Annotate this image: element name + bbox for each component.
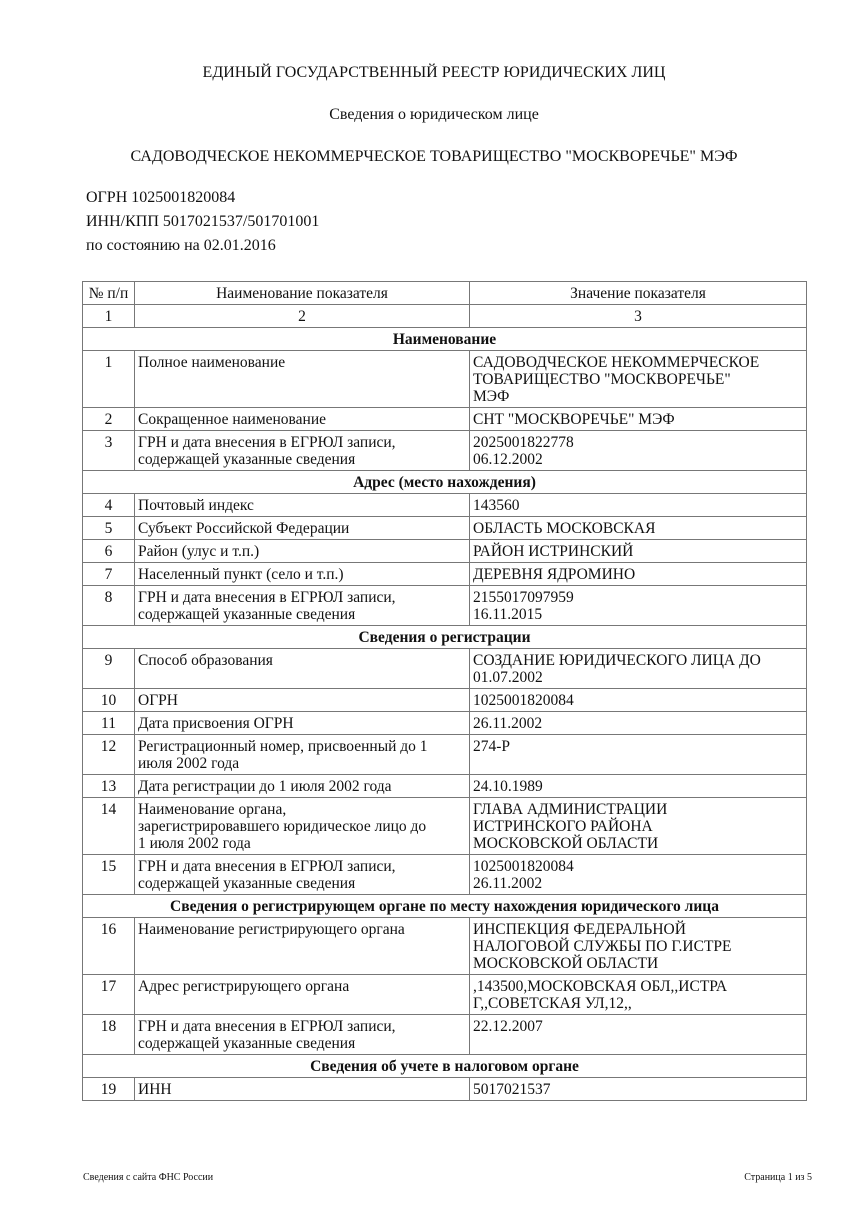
- row-label: Полное наименование: [135, 351, 470, 408]
- row-label: Адрес регистрирующего органа: [135, 975, 470, 1015]
- section-header-tax-registration: [83, 1055, 807, 1078]
- entity-name: САДОВОДЧЕСКОЕ НЕКОММЕРЧЕСКОЕ ТОВАРИЩЕСТВО "МОСКВОРЕЧЬЕ" МЭФ: [130, 148, 738, 165]
- row-number: 19: [83, 1078, 135, 1101]
- row-label: Наименование регистрирующего органа: [135, 918, 470, 975]
- row-label: ГРН и дата внесения в ЕГРЮЛ записи, содержащей указанные сведения: [135, 1015, 470, 1055]
- row-label: Почтовый индекс: [135, 494, 470, 517]
- column-header-value: Значение показателя: [470, 282, 807, 305]
- row-number: 10: [83, 689, 135, 712]
- table-row: [83, 775, 807, 798]
- row-value: ,143500,МОСКОВСКАЯ ОБЛ,,ИСТРА Г,,СОВЕТСКАЯ УЛ,12,,: [470, 975, 807, 1015]
- row-number: 6: [83, 540, 135, 563]
- row-label: ИНН: [135, 1078, 470, 1101]
- row-number: 15: [83, 855, 135, 895]
- row-number: 7: [83, 563, 135, 586]
- row-number: 1: [83, 351, 135, 408]
- inn-kpp-line: ИНН/КПП 5017021537/501701001: [86, 213, 320, 230]
- table-row: [83, 1015, 807, 1055]
- table-row: [83, 975, 807, 1015]
- row-value: СОЗДАНИЕ ЮРИДИЧЕСКОГО ЛИЦА ДО 01.07.2002: [470, 649, 807, 689]
- section-header-address: [83, 471, 807, 494]
- row-number: 16: [83, 918, 135, 975]
- section-title: Наименование: [83, 328, 807, 351]
- row-value: РАЙОН ИСТРИНСКИЙ: [470, 540, 807, 563]
- row-value: 24.10.1989: [470, 775, 807, 798]
- row-value: 143560: [470, 494, 807, 517]
- document-subtitle: Сведения о юридическом лице: [329, 106, 539, 123]
- row-label: Субъект Российской Федерации: [135, 517, 470, 540]
- row-number: 17: [83, 975, 135, 1015]
- row-value: ГЛАВА АДМИНИСТРАЦИИ ИСТРИНСКОГО РАЙОНА МОСКОВСКОЙ ОБЛАСТИ: [470, 798, 807, 855]
- row-value: 1025001820084 26.11.2002: [470, 855, 807, 895]
- row-number: 13: [83, 775, 135, 798]
- table-row: [83, 1078, 807, 1101]
- row-value: ИНСПЕКЦИЯ ФЕДЕРАЛЬНОЙ НАЛОГОВОЙ СЛУЖБЫ ПО Г.ИСТРЕ МОСКОВСКОЙ ОБЛАСТИ: [470, 918, 807, 975]
- row-label: Дата присвоения ОГРН: [135, 712, 470, 735]
- table-row: [83, 689, 807, 712]
- row-value: 274-Р: [470, 735, 807, 775]
- entity-identifiers: [86, 186, 319, 258]
- column-number: 2: [135, 305, 470, 328]
- row-value: 26.11.2002: [470, 712, 807, 735]
- row-value: 2025001822778 06.12.2002: [470, 431, 807, 471]
- row-number: 11: [83, 712, 135, 735]
- row-number: 18: [83, 1015, 135, 1055]
- row-label: Способ образования: [135, 649, 470, 689]
- row-label: ОГРН: [135, 689, 470, 712]
- row-value: 22.12.2007: [470, 1015, 807, 1055]
- row-value: ОБЛАСТЬ МОСКОВСКАЯ: [470, 517, 807, 540]
- section-title: Адрес (место нахождения): [83, 471, 807, 494]
- registry-table: [82, 281, 807, 1101]
- ogrn-line: ОГРН 1025001820084: [86, 189, 236, 206]
- table-header-row: [83, 282, 807, 305]
- row-value: САДОВОДЧЕСКОЕ НЕКОММЕРЧЕСКОЕ ТОВАРИЩЕСТВО "МОСКВОРЕЧЬЕ" МЭФ: [470, 351, 807, 408]
- table-row: [83, 494, 807, 517]
- row-value: 2155017097959 16.11.2015: [470, 586, 807, 626]
- section-header-registration: [83, 626, 807, 649]
- column-header-indicator: Наименование показателя: [135, 282, 470, 305]
- table-row: [83, 540, 807, 563]
- section-title: Сведения о регистрирующем органе по месту нахождения юридического лица: [83, 895, 807, 918]
- section-title: Сведения о регистрации: [83, 626, 807, 649]
- section-title: Сведения об учете в налоговом органе: [83, 1055, 807, 1078]
- row-label: ГРН и дата внесения в ЕГРЮЛ записи, содержащей указанные сведения: [135, 431, 470, 471]
- row-label: Регистрационный номер, присвоенный до 1 июля 2002 года: [135, 735, 470, 775]
- row-value: СНТ "МОСКВОРЕЧЬЕ" МЭФ: [470, 408, 807, 431]
- section-header-registering-authority: [83, 895, 807, 918]
- footer-page-number: Страница 1 из 5: [744, 1172, 812, 1183]
- row-number: 8: [83, 586, 135, 626]
- column-number: 1: [83, 305, 135, 328]
- table-row: [83, 712, 807, 735]
- row-number: 9: [83, 649, 135, 689]
- table-row: [83, 408, 807, 431]
- row-number: 14: [83, 798, 135, 855]
- row-number: 5: [83, 517, 135, 540]
- row-value: 5017021537: [470, 1078, 807, 1101]
- row-number: 12: [83, 735, 135, 775]
- table-row: [83, 517, 807, 540]
- column-number-row: [83, 305, 807, 328]
- row-label: ГРН и дата внесения в ЕГРЮЛ записи, содержащей указанные сведения: [135, 586, 470, 626]
- row-number: 4: [83, 494, 135, 517]
- registry-title: ЕДИНЫЙ ГОСУДАРСТВЕННЫЙ РЕЕСТР ЮРИДИЧЕСКИХ ЛИЦ: [202, 64, 666, 81]
- table-row: [83, 855, 807, 895]
- row-label: Наименование органа, зарегистрировавшего юридическое лицо до 1 июля 2002 года: [135, 798, 470, 855]
- row-label: Дата регистрации до 1 июля 2002 года: [135, 775, 470, 798]
- row-label: Населенный пункт (село и т.п.): [135, 563, 470, 586]
- table-row: [83, 586, 807, 626]
- row-number: 3: [83, 431, 135, 471]
- column-number: 3: [470, 305, 807, 328]
- row-label: Район (улус и т.п.): [135, 540, 470, 563]
- row-label: Сокращенное наименование: [135, 408, 470, 431]
- row-value: 1025001820084: [470, 689, 807, 712]
- footer-source: Сведения с сайта ФНС России: [83, 1172, 214, 1183]
- row-label: ГРН и дата внесения в ЕГРЮЛ записи, содержащей указанные сведения: [135, 855, 470, 895]
- table-row: [83, 649, 807, 689]
- table-row: [83, 351, 807, 408]
- as-of-date-line: по состоянию на 02.01.2016: [86, 237, 276, 254]
- row-number: 2: [83, 408, 135, 431]
- table-row: [83, 735, 807, 775]
- table-row: [83, 431, 807, 471]
- section-header-naming: [83, 328, 807, 351]
- table-row: [83, 918, 807, 975]
- table-row: [83, 563, 807, 586]
- table-row: [83, 798, 807, 855]
- row-value: ДЕРЕВНЯ ЯДРОМИНО: [470, 563, 807, 586]
- column-header-number: № п/п: [83, 282, 135, 305]
